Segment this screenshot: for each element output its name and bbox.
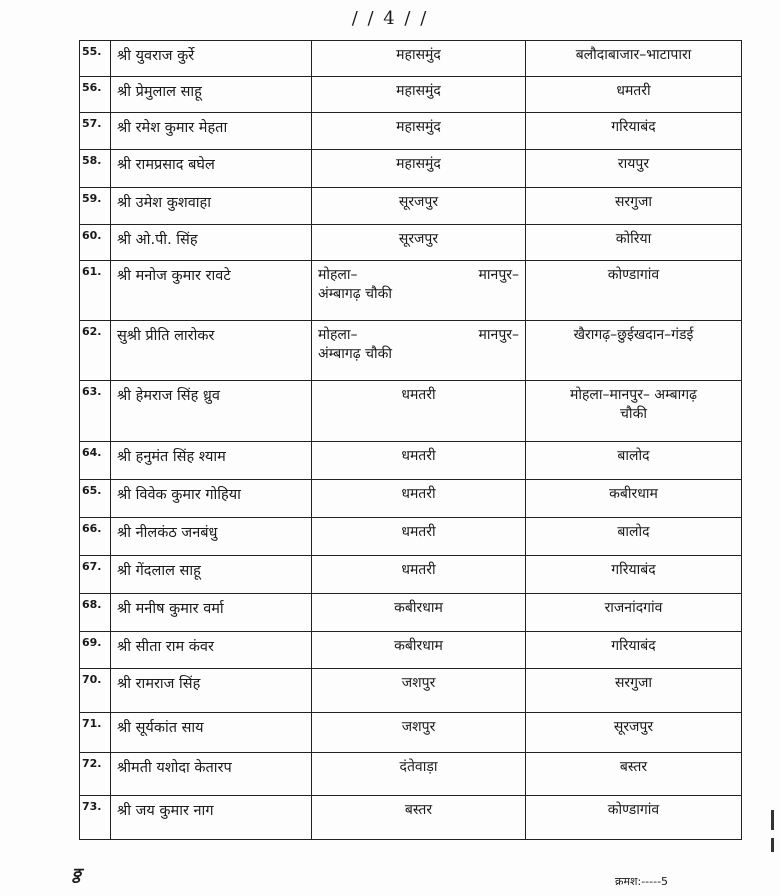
current-district: महासमुंद — [312, 150, 526, 188]
serial-number: 59. — [80, 188, 111, 225]
district-part: मोहला–मानपुर– अम्बागढ़ — [569, 387, 698, 403]
employee-name: सुश्री प्रीति लारोकर — [111, 321, 312, 381]
current-district: सूरजपुर — [312, 188, 526, 225]
table-row — [80, 632, 742, 669]
current-district: बस्तर — [312, 796, 526, 840]
serial-number: 69. — [80, 632, 111, 669]
serial-number: 58. — [80, 150, 111, 188]
transfer-district: गरियाबंद — [526, 632, 742, 669]
table-row — [80, 713, 742, 753]
table-row — [80, 518, 742, 556]
employee-name: श्री हनुमंत सिंह श्याम — [111, 442, 312, 480]
table-row — [80, 480, 742, 518]
employee-name: श्री विवेक कुमार गोहिया — [111, 480, 312, 518]
transfer-district — [526, 381, 742, 442]
current-district — [312, 261, 526, 321]
table-row — [80, 321, 742, 381]
continued-marker: क्रमश:-----5 — [615, 875, 669, 888]
table-row — [80, 442, 742, 480]
transfer-district: गरियाबंद — [526, 113, 742, 150]
current-district: कबीरधाम — [312, 594, 526, 632]
table-row — [80, 41, 742, 77]
current-district: धमतरी — [312, 518, 526, 556]
serial-number: 66. — [80, 518, 111, 556]
serial-number: 61. — [80, 261, 111, 321]
table-row — [80, 150, 742, 188]
signature-initials: ठ्ठ — [72, 864, 82, 883]
current-district: जशपुर — [312, 669, 526, 713]
district-part: मोहला– — [318, 327, 358, 343]
employee-name: श्री मनीष कुमार वर्मा — [111, 594, 312, 632]
transfer-district: बालोद — [526, 518, 742, 556]
district-part: अंम्बागढ़ चौकी — [318, 286, 392, 302]
transfer-district: कोण्डागांव — [526, 796, 742, 840]
employee-name: श्री सूर्यकांत साय — [111, 713, 312, 753]
serial-number: 70. — [80, 669, 111, 713]
table-row — [80, 77, 742, 113]
current-district: धमतरी — [312, 442, 526, 480]
employee-name: श्री नीलकंठ जनबंधु — [111, 518, 312, 556]
employee-name: श्री प्रेमुलाल साहू — [111, 77, 312, 113]
employee-name: श्री रमेश कुमार मेहता — [111, 113, 312, 150]
serial-number: 64. — [80, 442, 111, 480]
employee-name: श्री सीता राम कंवर — [111, 632, 312, 669]
transfer-district: गरियाबंद — [526, 556, 742, 594]
district-part: चौकी — [620, 406, 647, 422]
district-part: अंम्बागढ़ चौकी — [318, 346, 392, 362]
current-district: धमतरी — [312, 381, 526, 442]
current-district — [312, 321, 526, 381]
table-row — [80, 669, 742, 713]
table-row — [80, 113, 742, 150]
transfer-district: बस्तर — [526, 753, 742, 796]
table-row — [80, 261, 742, 321]
current-district: महासमुंद — [312, 113, 526, 150]
transfer-district: बलौदाबाजार–भाटापारा — [526, 41, 742, 77]
employee-name: श्री उमेश कुशवाहा — [111, 188, 312, 225]
employee-name: श्री ओ.पी. सिंह — [111, 225, 312, 261]
employee-name: श्री युवराज कुर्रे — [111, 41, 312, 77]
table-row — [80, 594, 742, 632]
transfer-district: बालोद — [526, 442, 742, 480]
table-row — [80, 225, 742, 261]
current-district: धमतरी — [312, 556, 526, 594]
current-district: धमतरी — [312, 480, 526, 518]
table-row — [80, 188, 742, 225]
employee-name: श्री मनोज कुमार रावटे — [111, 261, 312, 321]
transfer-district: कोण्डागांव — [526, 261, 742, 321]
transfer-district: धमतरी — [526, 77, 742, 113]
table-row — [80, 556, 742, 594]
transfer-district: खैरागढ़–छुईखदान–गंडई — [526, 321, 742, 381]
district-part: मानपुर– — [478, 267, 519, 283]
serial-number: 68. — [80, 594, 111, 632]
serial-number: 62. — [80, 321, 111, 381]
transfer-district: कबीरधाम — [526, 480, 742, 518]
table-row — [80, 796, 742, 840]
employee-name: श्री रामप्रसाद बघेल — [111, 150, 312, 188]
transfer-district: सरगुजा — [526, 188, 742, 225]
scan-edge-mark — [771, 810, 774, 830]
serial-number: 56. — [80, 77, 111, 113]
page-number-header: / / 4 / / — [351, 8, 429, 29]
serial-number: 65. — [80, 480, 111, 518]
current-district: महासमुंद — [312, 41, 526, 77]
current-district: महासमुंद — [312, 77, 526, 113]
transfer-table — [79, 40, 742, 840]
serial-number: 60. — [80, 225, 111, 261]
serial-number: 57. — [80, 113, 111, 150]
employee-name: श्री जय कुमार नाग — [111, 796, 312, 840]
current-district: जशपुर — [312, 713, 526, 753]
transfer-district: राजनांदगांव — [526, 594, 742, 632]
employee-name: श्री रामराज सिंह — [111, 669, 312, 713]
serial-number: 67. — [80, 556, 111, 594]
transfer-district: कोरिया — [526, 225, 742, 261]
table-row — [80, 381, 742, 442]
employee-name: श्री गेंदलाल साहू — [111, 556, 312, 594]
district-part: मानपुर– — [478, 327, 519, 343]
serial-number: 63. — [80, 381, 111, 442]
serial-number: 55. — [80, 41, 111, 77]
employee-name: श्रीमती यशोदा केतारप — [111, 753, 312, 796]
serial-number: 71. — [80, 713, 111, 753]
scan-edge-mark — [771, 838, 774, 852]
serial-number: 73. — [80, 796, 111, 840]
current-district: दंतेवाड़ा — [312, 753, 526, 796]
employee-name: श्री हेमराज सिंह ध्रुव — [111, 381, 312, 442]
transfer-district: रायपुर — [526, 150, 742, 188]
current-district: सूरजपुर — [312, 225, 526, 261]
serial-number: 72. — [80, 753, 111, 796]
transfer-district: सूरजपुर — [526, 713, 742, 753]
transfer-district: सरगुजा — [526, 669, 742, 713]
district-part: मोहला– — [318, 267, 358, 283]
table-row — [80, 753, 742, 796]
current-district: कबीरधाम — [312, 632, 526, 669]
